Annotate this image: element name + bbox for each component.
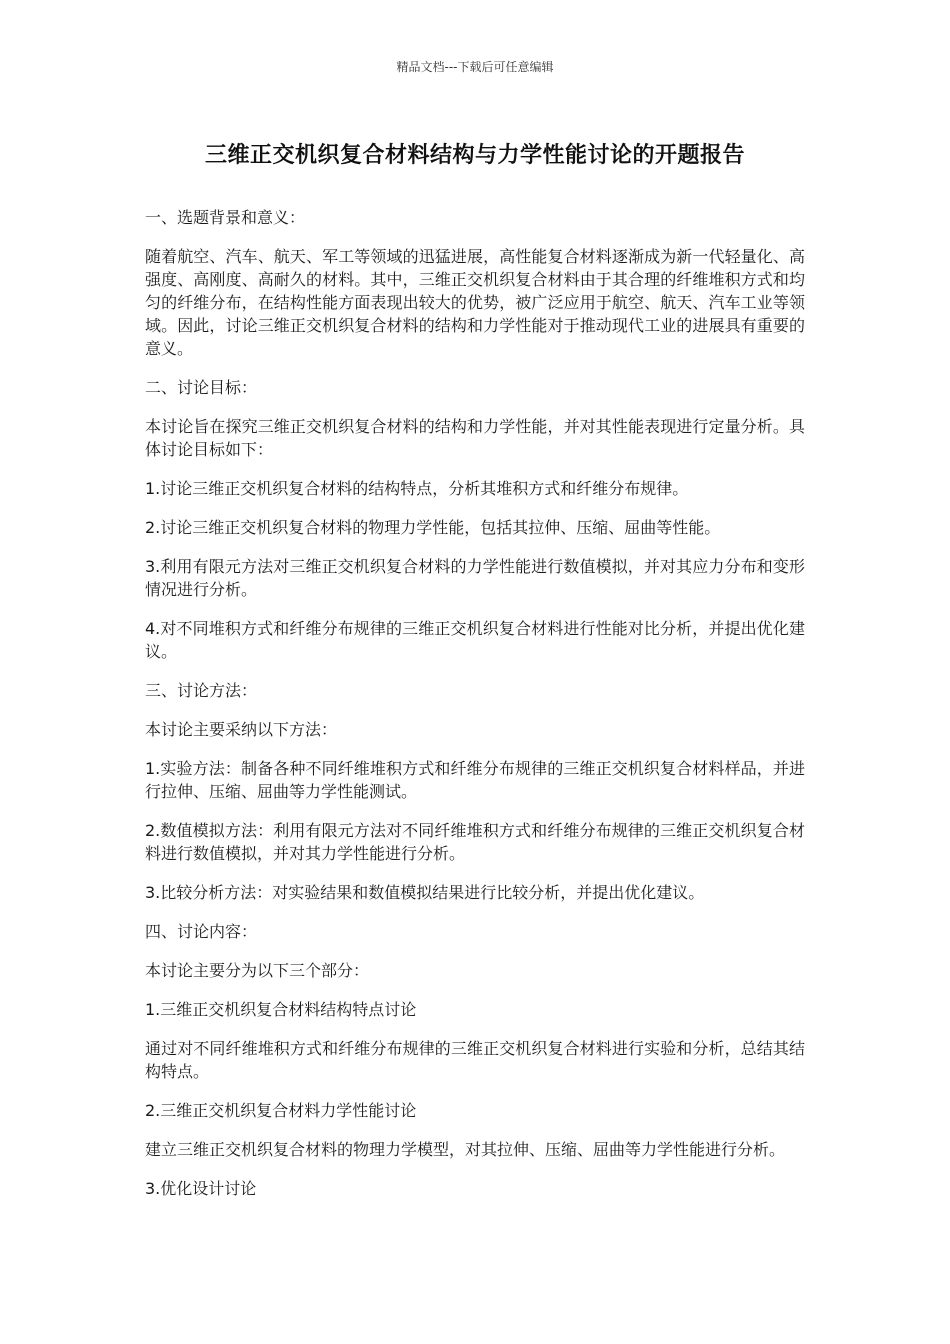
document-title: 三维正交机织复合材料结构与力学性能讨论的开题报告: [204, 143, 745, 168]
objective-item-4: 4.对不同堆积方式和纤维分布规律的三维正交机织复合材料进行性能对比分析，并提出优化建议。: [145, 619, 805, 661]
content-item-1-body: 通过对不同纤维堆积方式和纤维分布规律的三维正交机织复合材料进行实验和分析，总结其结构特点。: [145, 1039, 805, 1081]
section-heading-objectives: 二、讨论目标：: [145, 378, 258, 397]
section-heading-content: 四、讨论内容：: [145, 922, 258, 941]
objective-item-2: 2.讨论三维正交机织复合材料的物理力学性能，包括其拉伸、压缩、屈曲等性能。: [145, 518, 721, 537]
objective-item-3: 3.利用有限元方法对三维正交机织复合材料的力学性能进行数值模拟，并对其应力分布和变形情况进行分析。: [145, 557, 805, 599]
section-heading-background: 一、选题背景和意义：: [145, 208, 306, 227]
paragraph-objectives-intro: 本讨论旨在探究三维正交机织复合材料的结构和力学性能，并对其性能表现进行定量分析。具体讨论目标如下：: [145, 417, 805, 459]
paragraph-content-intro: 本讨论主要分为以下三个部分：: [145, 961, 370, 980]
paragraph-background: 随着航空、汽车、航天、军工等领域的迅猛进展，高性能复合材料逐渐成为新一代轻量化、高强度、高刚度、高耐久的材料。其中，三维正交机织复合材料由于其合理的纤维堆积方式和均匀的纤维分布，在结构性能方面表现出较大的优势，被广泛应用于航空、航天、汽车工业等领域。因此，讨论三维正交机织复合材料的结构和力学性能对于推动现代工业的进展具有重要的意义。: [145, 247, 805, 358]
content-item-2-body: 建立三维正交机织复合材料的物理力学模型，对其拉伸、压缩、屈曲等力学性能进行分析。: [145, 1140, 786, 1159]
content-item-2-title: 2.三维正交机织复合材料力学性能讨论: [145, 1101, 417, 1120]
content-item-3-title: 3.优化设计讨论: [145, 1179, 257, 1198]
method-item-2: 2.数值模拟方法：利用有限元方法对不同纤维堆积方式和纤维分布规律的三维正交机织复合材料进行数值模拟，并对其力学性能进行分析。: [145, 821, 805, 863]
content-item-1-title: 1.三维正交机织复合材料结构特点讨论: [145, 1000, 417, 1019]
method-item-3: 3.比较分析方法：对实验结果和数值模拟结果进行比较分析，并提出优化建议。: [145, 883, 705, 902]
objective-item-1: 1.讨论三维正交机织复合材料的结构特点，分析其堆积方式和纤维分布规律。: [145, 479, 689, 498]
method-item-1: 1.实验方法：制备各种不同纤维堆积方式和纤维分布规律的三维正交机织复合材料样品，并进行拉伸、压缩、屈曲等力学性能测试。: [145, 759, 805, 801]
page-header: 精品文档---下载后可任意编辑: [396, 60, 554, 74]
paragraph-methods-intro: 本讨论主要采纳以下方法：: [145, 720, 338, 739]
section-heading-methods: 三、讨论方法：: [145, 681, 258, 700]
document-body: [145, 206, 805, 1216]
